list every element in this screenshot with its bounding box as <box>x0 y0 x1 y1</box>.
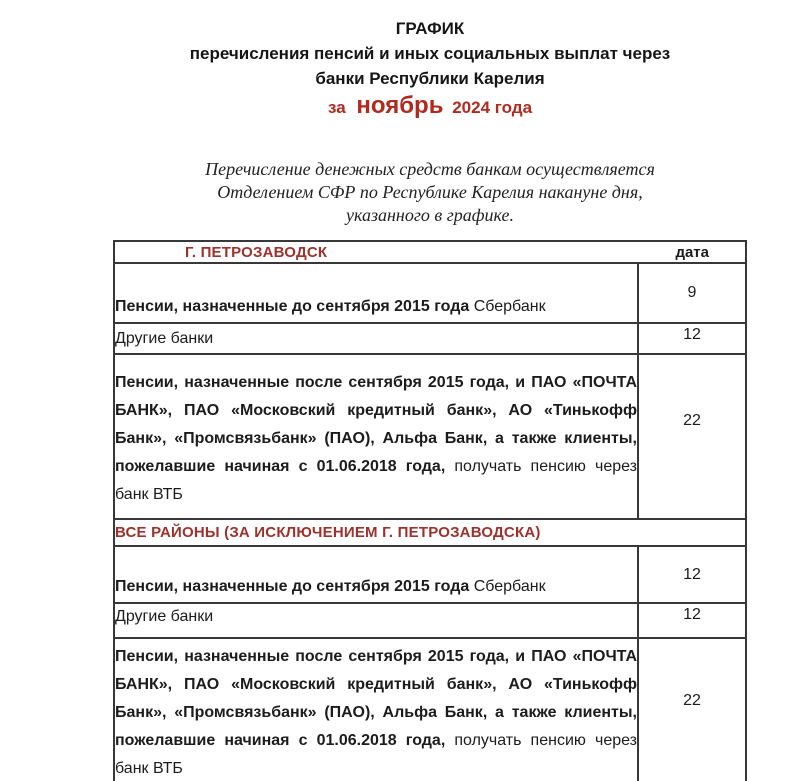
table-header-row <box>114 241 746 263</box>
row-label-bold: Пенсии, назначенные до сентября 2015 года <box>115 298 470 315</box>
row-label: Другие банки <box>115 329 214 347</box>
title-line-1: ГРАФИК <box>395 19 465 38</box>
row-date: 12 <box>638 603 746 638</box>
table-row <box>114 638 746 781</box>
date-column-header: дата <box>675 243 709 261</box>
title-line-2: перечисления пенсий и иных социальных выплат через <box>189 44 671 63</box>
row-label: получать пенсию через банк ВТБ <box>115 732 638 777</box>
row-label: Сбербанк <box>473 298 546 315</box>
period-suffix: 2024 года <box>452 98 533 117</box>
note-paragraph <box>60 158 800 227</box>
section-header-all-districts: ВСЕ РАЙОНЫ (ЗА ИСКЛЮЧЕНИЕМ Г. ПЕТРОЗАВОДСКА) <box>115 523 541 541</box>
row-label-bold: Пенсии, назначенные после сентября 2015 года, и ПАО «ПОЧТА БАНК», ПАО «Московский кредитный банк», АО «Тинькофф Банк», «Промсвязьбанк» (ПАО), Альфа Банк, а также клиенты, пожелавшие начиная с 01.06.2018 года, <box>115 374 637 475</box>
table-row <box>114 546 746 603</box>
table-header <box>115 244 745 261</box>
row-date: 9 <box>638 263 746 323</box>
row-label-bold: Пенсии, назначенные до сентября 2015 года <box>115 578 470 595</box>
section-header-petrozavodsk: Г. ПЕТРОЗАВОДСК <box>185 243 328 261</box>
title-line-3: банки Республики Карелия <box>315 69 545 88</box>
row-label: Сбербанк <box>473 578 546 595</box>
document-title <box>60 0 800 122</box>
row-date: 12 <box>638 546 746 603</box>
note-line-3: указанного в графике. <box>346 205 514 225</box>
table-row <box>114 263 746 323</box>
table-row <box>114 354 746 519</box>
schedule-table <box>113 240 747 781</box>
row-label: Другие банки <box>115 607 214 625</box>
row-label-bold: Пенсии, назначенные после сентября 2015 года, и ПАО «ПОЧТА БАНК», ПАО «Московский кредитный банк», АО «Тинькофф Банк», «Промсвязьбанк» (ПАО), Альфа Банк, а также клиенты, пожелавшие начиная с 01.06.2018 года, <box>115 648 637 749</box>
row-date: 22 <box>638 354 746 519</box>
title-period <box>60 92 800 122</box>
row-label: получать пенсию через банк ВТБ <box>115 458 638 503</box>
note-line-1: Перечисление денежных средств банкам осуществляется <box>205 159 655 179</box>
table-row <box>114 323 746 354</box>
period-month: ноябрь <box>356 92 444 119</box>
row-date: 12 <box>638 323 746 354</box>
period-prefix: за <box>327 98 346 117</box>
note-line-2: Отделением СФР по Республике Карелия накануне дня, <box>217 182 643 202</box>
section-header-row <box>114 519 746 546</box>
table-row <box>114 603 746 638</box>
row-date: 22 <box>638 638 746 781</box>
